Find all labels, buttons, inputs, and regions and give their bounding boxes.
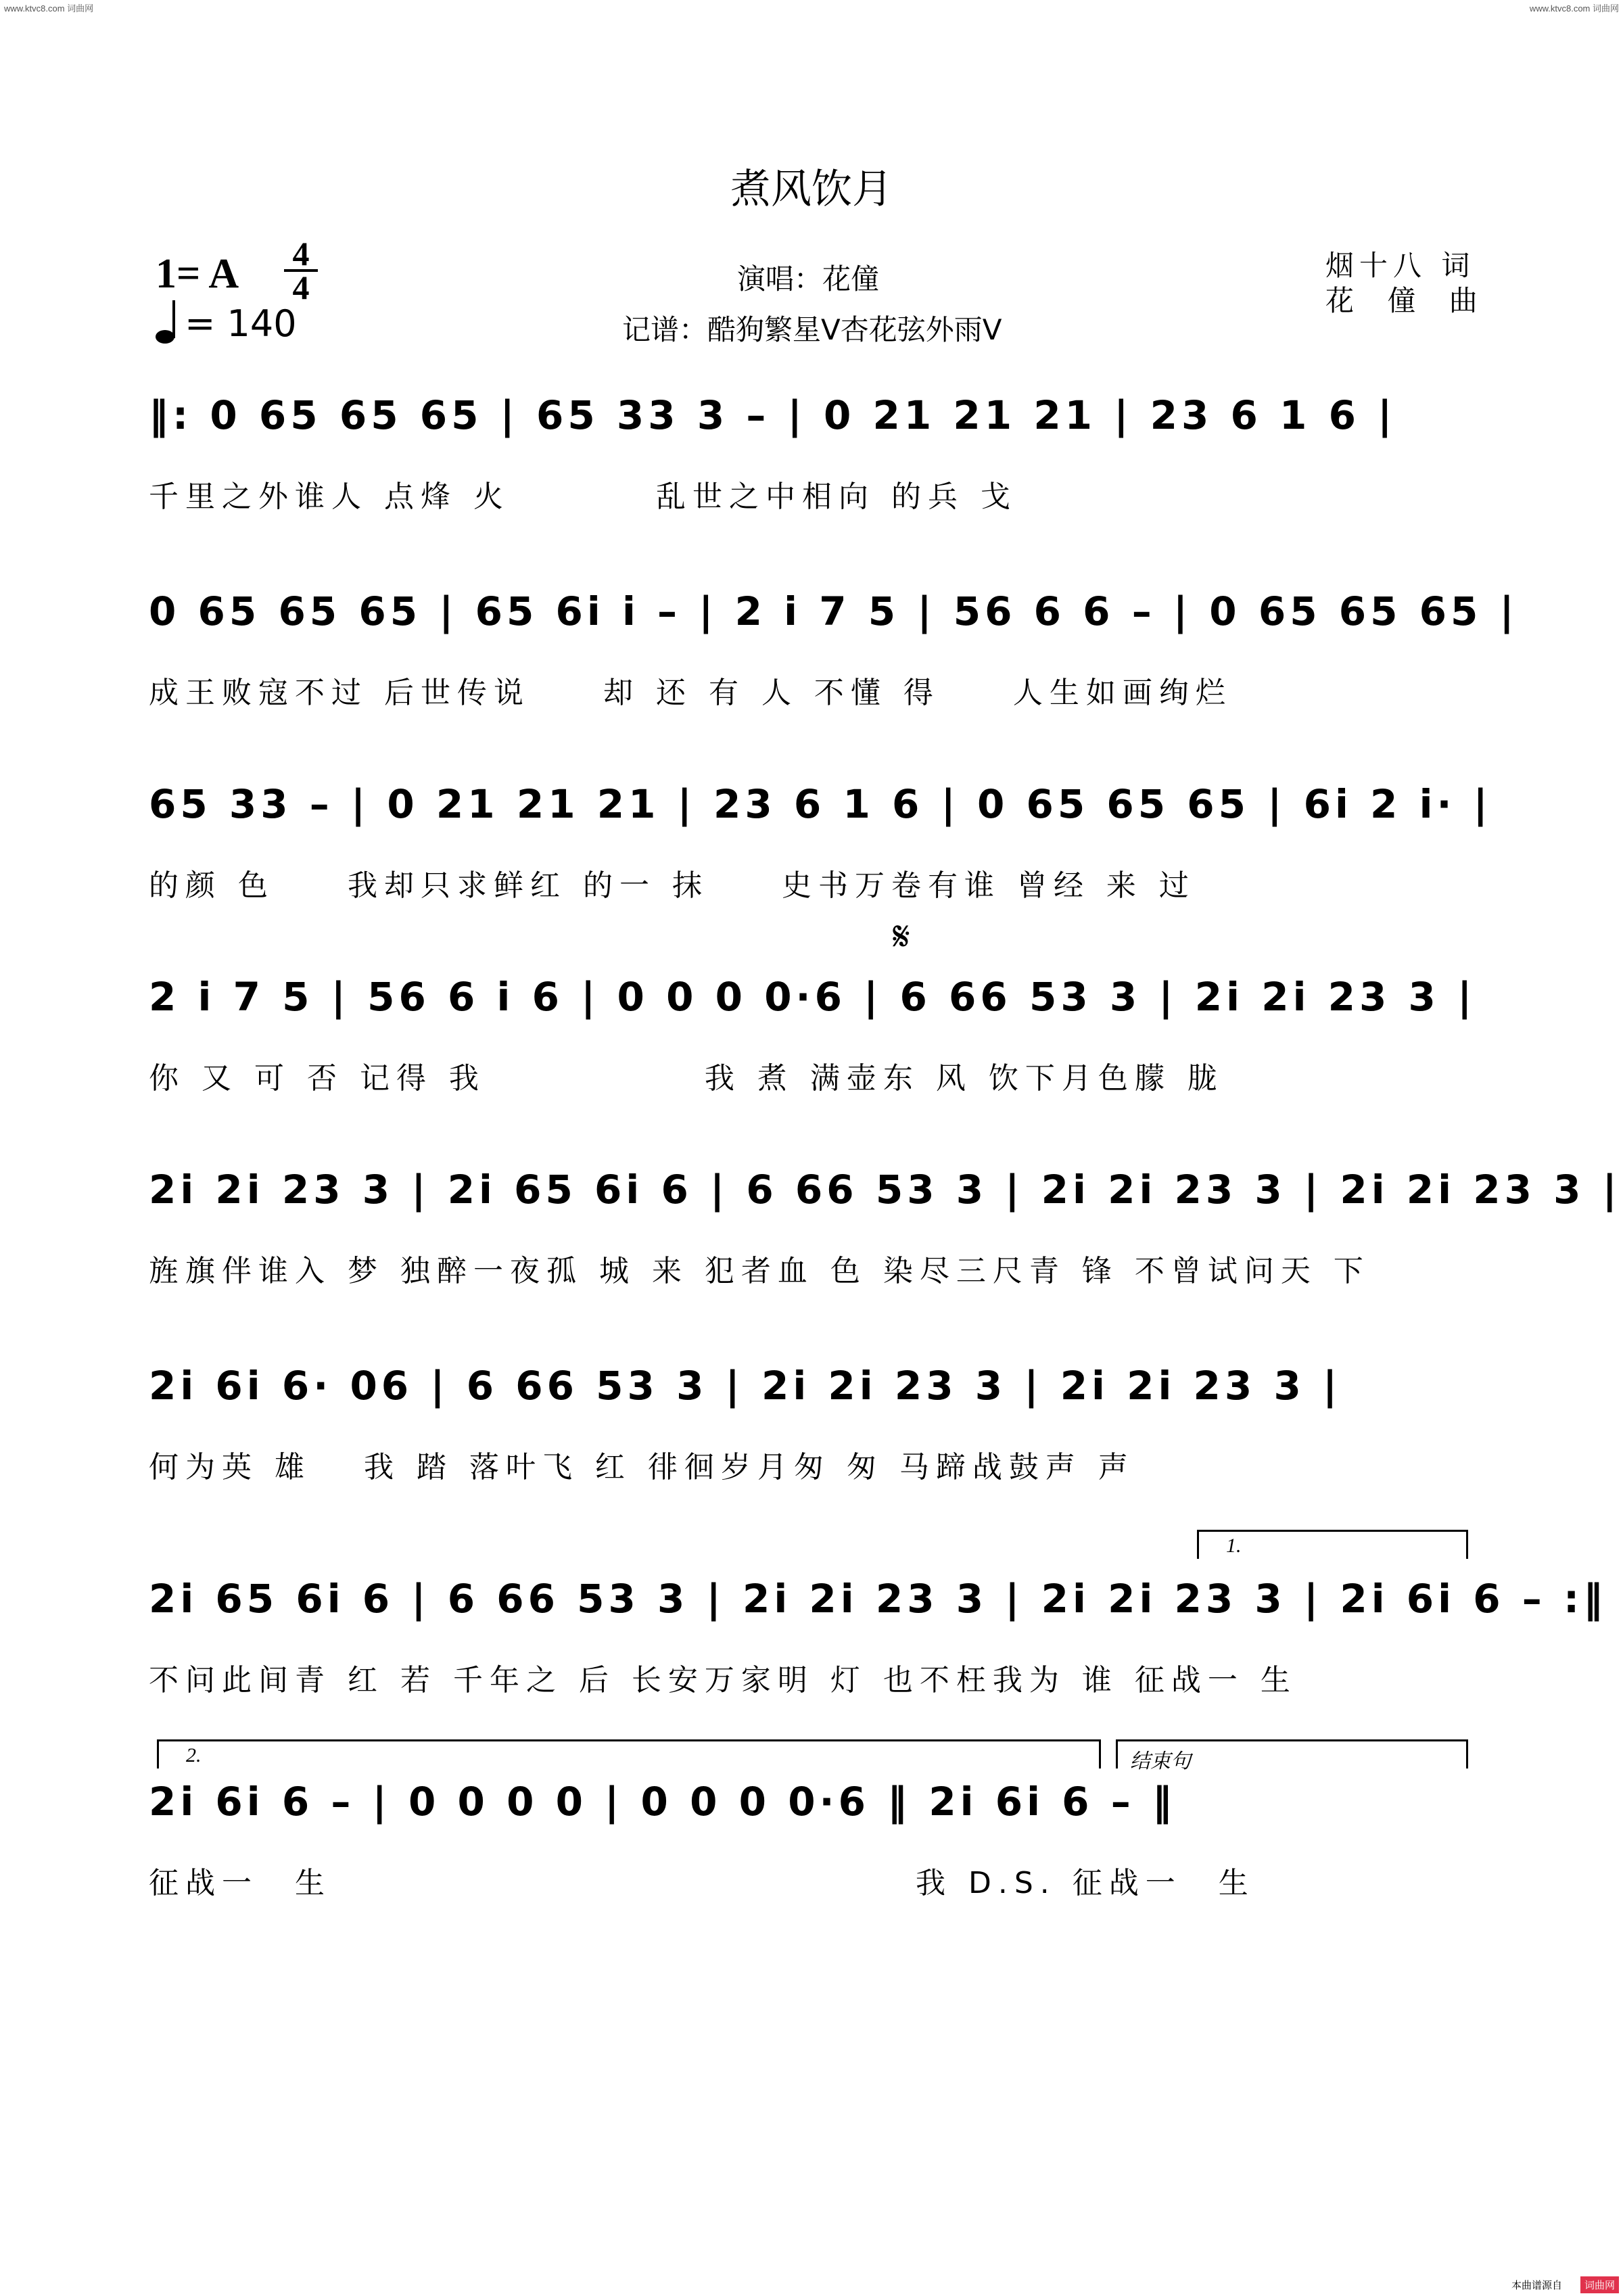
coda-label: 结束句 (1130, 1750, 1191, 1773)
tempo-value: = 140 (185, 302, 297, 345)
first-ending-label: 1. (1226, 1534, 1242, 1557)
coda-bracket (1116, 1739, 1468, 1773)
lyrics-line: 何为英 雄 我 踏 落叶飞 红 徘徊岁月匆 匆 马蹄战鼓声 声 (149, 1450, 1135, 1484)
lyrics-line: 旌旗伴谁入 梦 独醉一夜孤 城 来 犯者血 色 染尽三尺青 锋 不曾试问天 下 (149, 1254, 1370, 1288)
key-label: 1= A (156, 251, 239, 297)
notation-line: 2i 6i 6 – | 0 0 0 0 | 0 0 0 0·6 ‖ 2i 6i 6 – ‖ (149, 1779, 1176, 1825)
time-signature (284, 235, 318, 306)
time-signature-top: 4 (292, 235, 310, 273)
lyrics-line: 你 又 可 否 记得 我 我 煮 满壶东 风 饮下月色朦 胧 (149, 1061, 1224, 1096)
header-right-watermark: www.ktvc8.com 词曲网 (1529, 3, 1619, 14)
lyrics-line: 征战一 生 我 D.S. 征战一 生 (149, 1866, 1255, 1900)
second-ending-label: 2. (186, 1744, 202, 1766)
lyrics-line: 成王败寇不过 后世传说 却 还 有 人 不懂 得 人生如画绚烂 (149, 676, 1232, 710)
lyrics-line: 不问此间青 红 若 千年之 后 长安万家明 灯 也不枉我为 谁 征战一 生 (149, 1663, 1297, 1697)
footer-brand-badge: 词曲网 (1580, 2276, 1619, 2293)
notation-line: 2i 6i 6· 06 | 6 66 53 3 | 2i 2i 23 3 | 2i 2i 23 3 | (149, 1363, 1342, 1409)
composer-credit: 花 僮 曲 (1325, 284, 1490, 317)
notation-line: ‖: 0 65 65 65 | 65 33 3 – | 0 21 21 21 | 23 6 1 6 | (149, 392, 1396, 438)
tempo-marking (154, 298, 297, 345)
singer-credit: 演唱：花僮 (737, 262, 880, 296)
lyrics-line: 的颜 色 我却只求鲜红 的一 抹 史书万卷有谁 曾经 来 过 (149, 868, 1196, 903)
transcriber-credit: 记谱：酷狗繁星V杏花弦外雨V (622, 313, 1002, 346)
time-signature-bottom: 4 (284, 269, 318, 303)
segno-icon: 𝄋 (893, 913, 910, 960)
quarter-note-icon (154, 298, 181, 345)
notation-line: 2i 65 6i 6 | 6 66 53 3 | 2i 2i 23 3 | 2i 2i 23 3 | 2i 6i 6 – :‖ (149, 1576, 1607, 1622)
notation-line: 2 i 7 5 | 56 6 i 6 | 0 0 0 0·6 | 6 66 53 3 | 2i 2i 23 3 | (149, 974, 1476, 1020)
lyrics-line: 千里之外谁人 点烽 火 乱世之中相向 的兵 戈 (149, 479, 1017, 514)
notation-line: 2i 2i 23 3 | 2i 65 6i 6 | 6 66 53 3 | 2i 2i 23 3 | 2i 2i 23 3 | (149, 1167, 1621, 1213)
notation-line: 0 65 65 65 | 65 6i i – | 2 i 7 5 | 56 6 6 – | 0 65 65 65 | (149, 588, 1518, 634)
notation-line: 65 33 – | 0 21 21 21 | 23 6 1 6 | 0 65 65 65 | 6i 2 i· | (149, 781, 1492, 827)
second-ending-bracket (157, 1739, 1101, 1768)
page-title: 煮风饮月 (730, 166, 893, 213)
first-ending-bracket (1197, 1530, 1468, 1559)
lyricist-credit: 烟十八 词 (1325, 249, 1476, 282)
header-left-watermark: www.ktvc8.com 词曲网 (4, 3, 94, 14)
footer-source-text: 本曲谱源自 (1511, 2279, 1562, 2291)
key-signature (156, 250, 239, 298)
